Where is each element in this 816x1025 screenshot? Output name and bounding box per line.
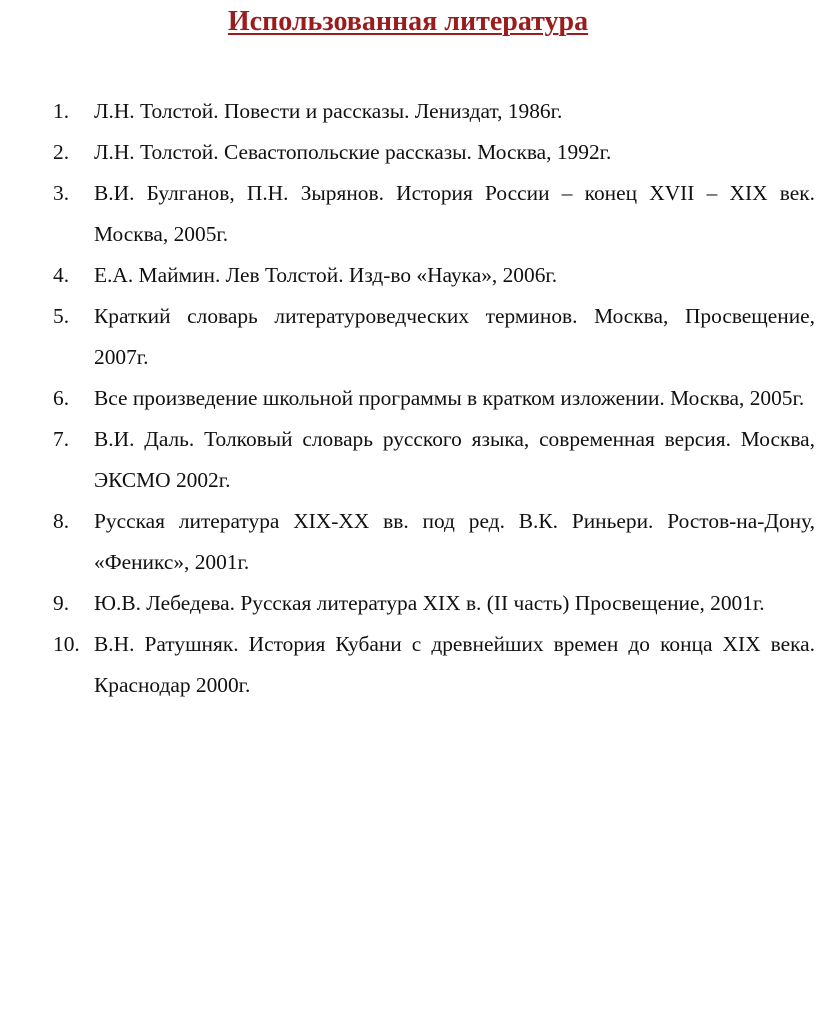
reference-text: Ю.В. Лебедева. Русская литература XIX в. (II часть) Просвещение, 2001г. <box>94 591 765 615</box>
reference-number: 9. <box>53 591 70 615</box>
reference-number: 1. <box>53 99 70 123</box>
reference-item <box>53 255 815 296</box>
reference-number: 2. <box>53 140 70 164</box>
reference-text: Л.Н. Толстой. Повести и рассказы. Лениздат, 1986г. <box>94 99 563 123</box>
reference-text: Краткий словарь литературоведческих терминов. Москва, Просвещение, 2007г. <box>94 304 815 369</box>
reference-item <box>53 173 815 255</box>
reference-item <box>53 583 815 624</box>
reference-item <box>53 296 815 378</box>
reference-text: В.И. Булганов, П.Н. Зырянов. История России – конец XVII – XIX век. Москва, 2005г. <box>94 181 815 246</box>
reference-text: Все произведение школьной программы в кратком изложении. Москва, 2005г. <box>94 386 805 410</box>
reference-number: 3. <box>53 181 70 205</box>
reference-text: Русская литература XIX-XX вв. под ред. В.К. Риньери. Ростов-на-Дону, «Феникс», 2001г. <box>94 509 815 574</box>
page-title-text: Использованная литература <box>227 6 589 37</box>
reference-number: 4. <box>53 263 70 287</box>
reference-number: 10. <box>53 632 80 656</box>
reference-item <box>53 419 815 501</box>
reference-text: В.И. Даль. Толковый словарь русского языка, современная версия. Москва, ЭКСМО 2002г. <box>94 427 815 492</box>
reference-number: 7. <box>53 427 70 451</box>
reference-number: 6. <box>53 386 70 410</box>
reference-item <box>53 132 815 173</box>
reference-text: В.Н. Ратушняк. История Кубани с древнейших времен до конца XIX века. Краснодар 2000г. <box>94 632 815 697</box>
reference-text: Л.Н. Толстой. Севастопольские рассказы. Москва, 1992г. <box>94 140 612 164</box>
reference-text: Е.А. Маймин. Лев Толстой. Изд-во «Наука», 2006г. <box>94 263 558 287</box>
reference-list <box>53 91 815 706</box>
reference-item <box>53 378 815 419</box>
page-title <box>0 0 816 44</box>
reference-item <box>53 624 815 706</box>
reference-number: 5. <box>53 304 70 328</box>
reference-item <box>53 501 815 583</box>
reference-item <box>53 91 815 132</box>
reference-number: 8. <box>53 509 70 533</box>
